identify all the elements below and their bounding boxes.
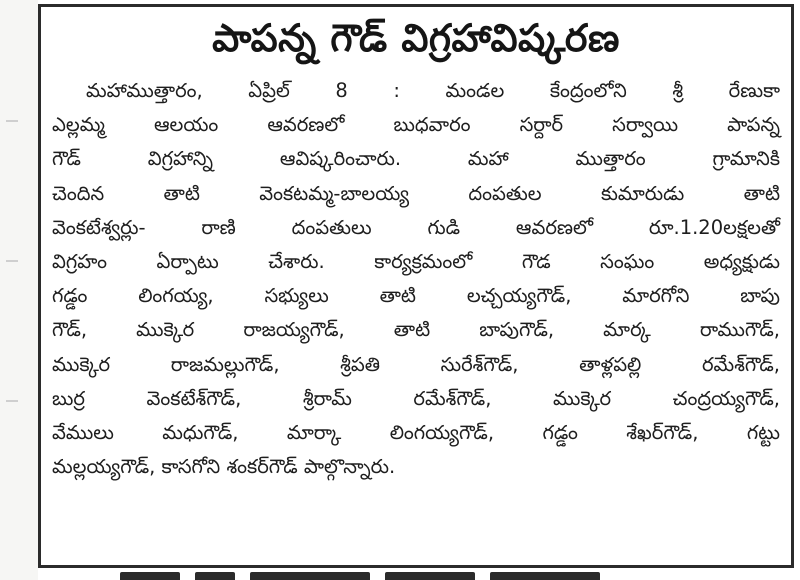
body-line: గడ్డం లింగయ్య, సభ్యులు తాటి లచ్చయ్యగౌడ్, మారగోని బాపు — [52, 284, 780, 308]
gutter-mark — [6, 120, 18, 122]
cut-off-text — [490, 572, 600, 580]
next-article-headline-fragment — [120, 566, 660, 580]
body-line: మల్లయ్యగౌడ్, కాసగోని శంకర్‌గౌడ్ పాల్గొన్నారు. — [52, 455, 396, 479]
body-line: గౌడ్ విగ్రహాన్ని ఆవిష్కరించారు. మహా ముత్తారం గ్రామానికి — [52, 147, 780, 171]
body-line: గౌడ్, ముక్కెర రాజయ్యగౌడ్, తాటి బాపుగౌడ్, మార్క రాముగౌడ్, — [52, 318, 780, 342]
adjacent-column-edge — [0, 0, 38, 580]
cut-off-text — [120, 572, 180, 580]
article-body — [52, 74, 780, 484]
body-line: వెంకటేశ్వర్లు- రాణి దంపతులు గుడి ఆవరణలో రూ.1.20లక్షలతో — [52, 215, 780, 239]
gutter-mark — [6, 260, 18, 262]
body-line: ఎల్లమ్మ ఆలయం ఆవరణలో బుధవారం సర్దార్ సర్వాయి పాపన్న — [52, 113, 780, 137]
article-headline: పాపన్న గౌడ్ విగ్రహావిష్కరణ — [212, 16, 620, 60]
cut-off-text — [250, 572, 370, 580]
body-line: చెందిన తాటి వెంకటమ్మ-బాలయ్య దంపతుల కుమారుడు తాటి — [52, 181, 780, 205]
body-line: మహాముత్తారం, ఏప్రిల్ 8 : మండల కేంద్రంలోని శ్రీ రేణుకా — [86, 79, 780, 102]
body-line: ముక్కెర రాజమల్లుగౌడ్, శ్రీపతి సురేశ్‌గౌడ్, తాళ్లపల్లి రమేశ్‌గౌడ్, — [52, 352, 780, 376]
cut-off-text — [385, 572, 475, 580]
body-line: విగ్రహం ఏర్పాటు చేశారు. కార్యక్రమంలో గౌడ సంఘం అధ్యక్షుడు — [52, 249, 780, 273]
gutter-mark — [6, 400, 18, 402]
body-line: వేములు మధుగౌడ్, మార్కా లింగయ్యగౌడ్, గడ్డం శేఖర్‌గౌడ్, గట్టు — [52, 420, 780, 444]
body-line: బుర్ర వెంకటేశ్‌గౌడ్, శ్రీరామ్ రమేశ్‌గౌడ్, ముక్కెర చంద్రయ్యగౌడ్, — [52, 386, 780, 410]
cut-off-text — [195, 572, 235, 580]
